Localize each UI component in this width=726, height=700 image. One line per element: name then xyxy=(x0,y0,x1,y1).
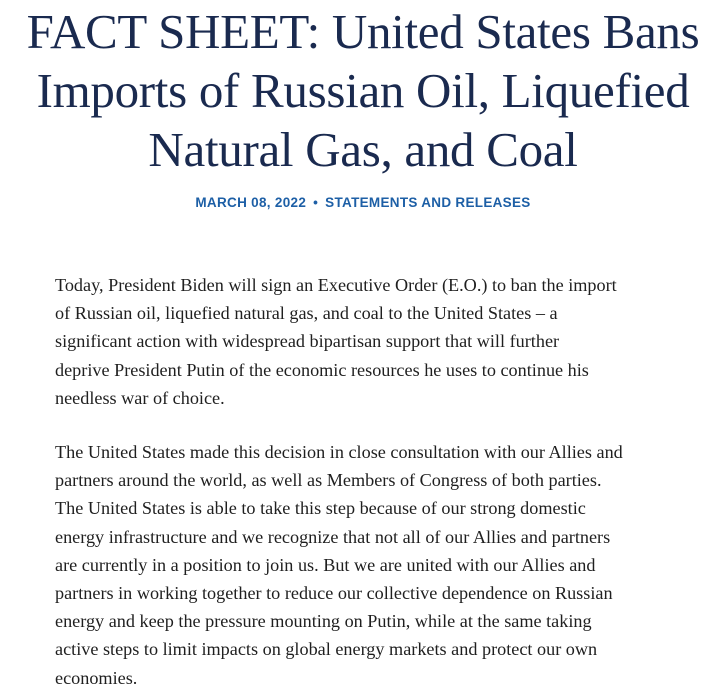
paragraph-line: Today, President Biden will sign an Executive Order (E.O.) to ban the import xyxy=(55,275,617,295)
paragraph-line: are currently in a position to join us. But we are united with our Allies and xyxy=(55,554,596,575)
paragraph-line: deprive President Putin of the economic resources he uses to continue his xyxy=(55,359,589,380)
paragraph-line: economies. xyxy=(55,667,138,688)
paragraph-line: active steps to limit impacts on global energy markets and protect our own xyxy=(55,639,598,660)
title-line: FACT SHEET: United States Bans xyxy=(26,4,700,59)
category-link[interactable]: STATEMENTS AND RELEASES xyxy=(325,195,531,210)
article-meta xyxy=(0,195,726,211)
title-line: Natural Gas, and Coal xyxy=(148,122,578,177)
paragraph-line: of Russian oil, liquefied natural gas, and coal to the United States – a xyxy=(55,303,558,324)
publish-date: MARCH 08, 2022 xyxy=(195,195,307,210)
paragraph-line: significant action with widespread bipartisan support that will further xyxy=(55,331,560,352)
paragraph-line: The United States is able to take this step because of our strong domestic xyxy=(55,498,586,519)
paragraph-line: partners around the world, as well as Members of Congress of both parties. xyxy=(55,470,602,491)
article-body xyxy=(55,271,695,700)
paragraph-line: partners in working together to reduce our collective dependence on Russian xyxy=(55,583,613,604)
paragraph xyxy=(55,271,695,412)
page-title xyxy=(0,2,726,179)
paragraph-line: energy and keep the pressure mounting on Putin, while at the same taking xyxy=(55,611,592,632)
paragraph-line: needless war of choice. xyxy=(55,387,225,408)
paragraph-line: The United States made this decision in close consultation with our Allies and xyxy=(55,442,623,463)
meta-separator: • xyxy=(313,195,319,210)
paragraph xyxy=(55,438,695,692)
paragraph-line: energy infrastructure and we recognize that not all of our Allies and partners xyxy=(55,526,611,547)
title-line: Imports of Russian Oil, Liquefied xyxy=(36,63,690,118)
